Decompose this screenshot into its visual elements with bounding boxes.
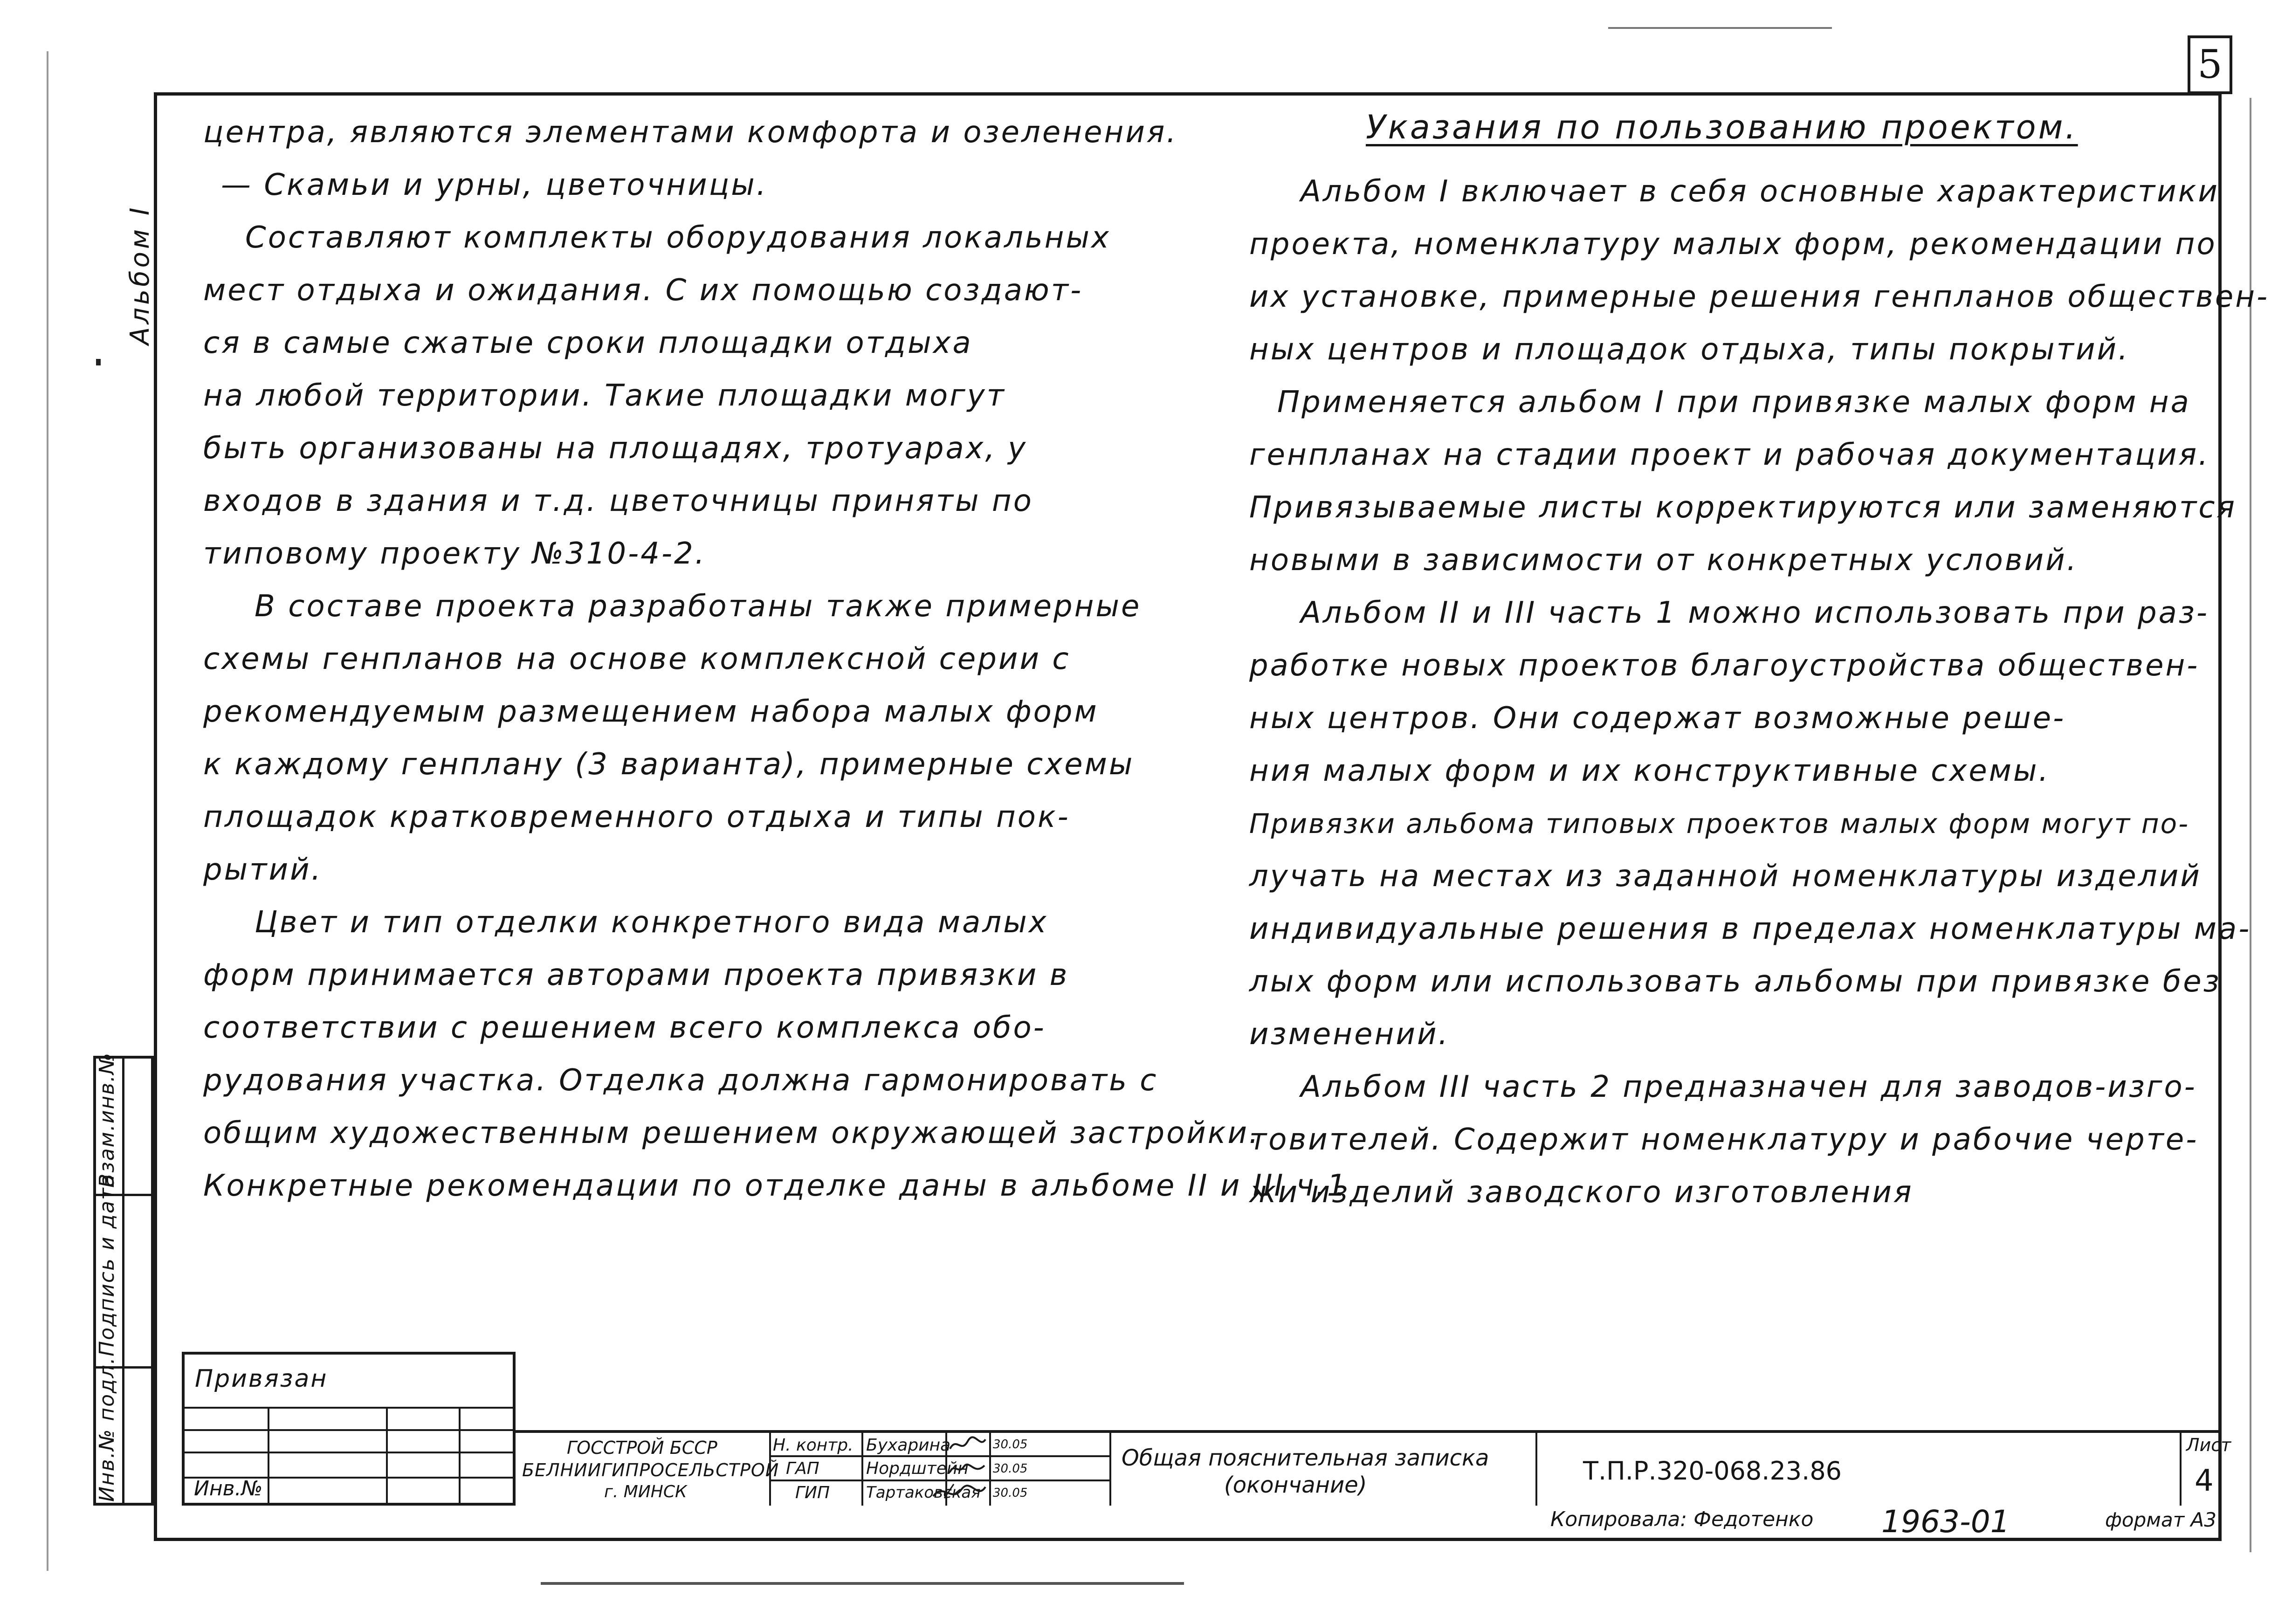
right-text-column bbox=[1249, 165, 2269, 1219]
left-line: центра, являются элементами комфорта и озеленения. bbox=[203, 115, 1178, 150]
signature-gap bbox=[947, 1458, 988, 1479]
org-line-3: г. МИНСК bbox=[604, 1482, 687, 1501]
side-stamp-vzam: Взам.инв.№ bbox=[95, 1052, 119, 1188]
right-line: новыми в зависимости от конкретных условий. bbox=[1249, 543, 2079, 578]
side-stamp-podpis-data: Подпись и дата bbox=[95, 1173, 119, 1356]
binding-stamp bbox=[182, 1352, 516, 1506]
right-line: их установке, примерные решения генпланов обществен- bbox=[1249, 280, 2270, 314]
left-text-column bbox=[203, 106, 1348, 1212]
right-line: Альбом I включает в себя основные характеристики bbox=[1301, 174, 2219, 209]
left-line: рекомендуемым размещением набора малых форм bbox=[203, 695, 1099, 729]
copied-by: Копировала: Федотенко bbox=[1550, 1507, 1814, 1531]
page-number-box bbox=[2188, 35, 2232, 94]
org-line-1: ГОССТРОЙ БССР bbox=[567, 1438, 717, 1458]
right-line: Альбом III часть 2 предназначен для заводов-изго- bbox=[1301, 1070, 2197, 1104]
right-line: Применяется альбом I при привязке малых форм на bbox=[1277, 385, 2191, 420]
page-number: 5 bbox=[2197, 41, 2223, 87]
right-line: ных центров. Они содержат возможные реше- bbox=[1249, 701, 2066, 736]
tb-col-line bbox=[2180, 1433, 2182, 1506]
tb-row-line bbox=[769, 1455, 1109, 1457]
left-line: Цвет и тип отделки конкретного вида малых bbox=[255, 905, 1048, 940]
role-label: Н. контр. bbox=[773, 1436, 853, 1455]
role-name: Бухарина bbox=[866, 1436, 951, 1455]
left-line: быть организованы на площадях, тротуарах, у bbox=[203, 431, 1028, 466]
right-line: жи изделий заводского изготовления bbox=[1249, 1175, 1913, 1210]
left-line: рытий. bbox=[203, 853, 323, 887]
scan-edge-left bbox=[47, 51, 48, 1571]
instructions-heading: Указания по пользованию проектом. bbox=[1366, 108, 2078, 146]
role-date: 30.05 bbox=[993, 1486, 1028, 1500]
right-line: Привязки альбома типовых проектов малых форм могут по- bbox=[1249, 808, 2190, 840]
right-line: проекта, номенклатуру малых форм, рекомендации по bbox=[1249, 227, 2217, 261]
sheet-format: формат А3 bbox=[2105, 1508, 2216, 1531]
left-line: форм принимается авторами проекта привязки в bbox=[203, 958, 1069, 992]
binding-col-line bbox=[386, 1407, 388, 1506]
scan-edge-top bbox=[1608, 27, 1832, 29]
role-date: 30.05 bbox=[993, 1438, 1028, 1452]
right-line: товителей. Содержит номенклатуру и рабочие черте- bbox=[1249, 1122, 2199, 1157]
right-line: индивидуальные решения в пределах номенклатуры ма- bbox=[1249, 912, 2251, 946]
side-stamp-inv-podl: Инв.№ подл. bbox=[95, 1356, 119, 1502]
role-date: 30.05 bbox=[993, 1462, 1028, 1476]
tb-col-line bbox=[1109, 1433, 1111, 1506]
title-block bbox=[513, 1430, 2231, 1506]
right-line: Привязываемые листы корректируются или заменяются bbox=[1249, 490, 2237, 525]
binding-col-line bbox=[459, 1407, 461, 1506]
left-line: типовому проекту №310-4-2. bbox=[203, 537, 707, 571]
sheet-number: 4 bbox=[2195, 1464, 2214, 1498]
left-line: схемы генпланов на основе комплексной серии с bbox=[203, 642, 1071, 676]
right-line: лых форм или использовать альбомы при привязке без bbox=[1249, 964, 2221, 999]
binding-row-line bbox=[185, 1452, 514, 1453]
right-line: ных центров и площадок отдыха, типы покрытий. bbox=[1249, 332, 2130, 367]
role-label: ГАП bbox=[786, 1459, 819, 1478]
left-line: общим художественным решением окружающей застройки. bbox=[203, 1116, 1260, 1150]
document-code: Т.П.Р.320-068.23.86 bbox=[1583, 1456, 1842, 1486]
tb-col-line bbox=[989, 1433, 991, 1506]
sheet-label: Лист bbox=[2186, 1435, 2231, 1455]
right-line: лучать на местах из заданной номенклатуры изделий bbox=[1249, 859, 2202, 894]
left-line: на любой территории. Такие площадки могут bbox=[203, 378, 1006, 413]
left-line: — Скамьи и урны, цветочницы. bbox=[221, 168, 768, 202]
left-line: Составляют комплекты оборудования локальных bbox=[245, 220, 1111, 255]
left-line: площадок кратковременного отдыха и типы пок- bbox=[203, 800, 1070, 834]
left-line: соответствии с решением всего комплекса обо- bbox=[203, 1011, 1046, 1045]
document-title-line-2: (окончание) bbox=[1224, 1472, 1367, 1498]
right-line: работке новых проектов благоустройства обществен- bbox=[1249, 648, 2200, 683]
role-name: Нордштейн bbox=[866, 1459, 969, 1478]
scan-edge-bottom bbox=[541, 1582, 1184, 1585]
right-line: изменений. bbox=[1249, 1017, 1450, 1052]
left-line: ся в самые сжатые сроки площадки отдыха bbox=[203, 326, 973, 360]
tb-col-line bbox=[1535, 1433, 1537, 1506]
side-album-label: Альбом I bbox=[125, 205, 155, 345]
scan-mark-left bbox=[96, 359, 101, 365]
role-name: Тартаковская bbox=[866, 1483, 981, 1502]
right-line: ния малых форм и их конструктивные схемы. bbox=[1249, 754, 2050, 788]
signature-n-kontr bbox=[947, 1435, 988, 1455]
left-line: мест отдыха и ожидания. С их помощью создают- bbox=[203, 273, 1083, 308]
left-line: к каждому генплану (3 варианта), примерные схемы bbox=[203, 747, 1135, 782]
right-line: Альбом II и III часть 1 можно использовать при раз- bbox=[1301, 596, 2209, 630]
binding-row-line bbox=[185, 1407, 514, 1409]
role-label: ГИП bbox=[795, 1483, 830, 1502]
inventory-number-label: Инв.№ bbox=[194, 1477, 263, 1500]
inventory-code: 1963-01 bbox=[1881, 1504, 2010, 1540]
binding-stamp-label: Привязан bbox=[195, 1365, 328, 1393]
binding-row-line bbox=[185, 1429, 514, 1431]
side-stamp-divider bbox=[122, 1059, 124, 1504]
tb-col-line bbox=[861, 1433, 863, 1506]
left-line: В составе проекта разработаны также примерные bbox=[255, 589, 1142, 624]
left-line: Конкретные рекомендации по отделке даны в альбоме II и III ч.1 bbox=[203, 1169, 1348, 1203]
org-line-2: БЕЛНИИГИПРОСЕЛЬСТРОЙ bbox=[522, 1460, 779, 1480]
signature-gip bbox=[930, 1479, 989, 1506]
left-line: рудования участка. Отделка должна гармонировать с bbox=[203, 1063, 1158, 1098]
left-line: входов в здания и т.д. цветочницы приняты по bbox=[203, 484, 1033, 518]
binding-col-line bbox=[268, 1407, 269, 1506]
document-title-line-1: Общая пояснительная записка bbox=[1122, 1445, 1489, 1471]
right-line: генпланах на стадии проект и рабочая документация. bbox=[1249, 438, 2210, 472]
